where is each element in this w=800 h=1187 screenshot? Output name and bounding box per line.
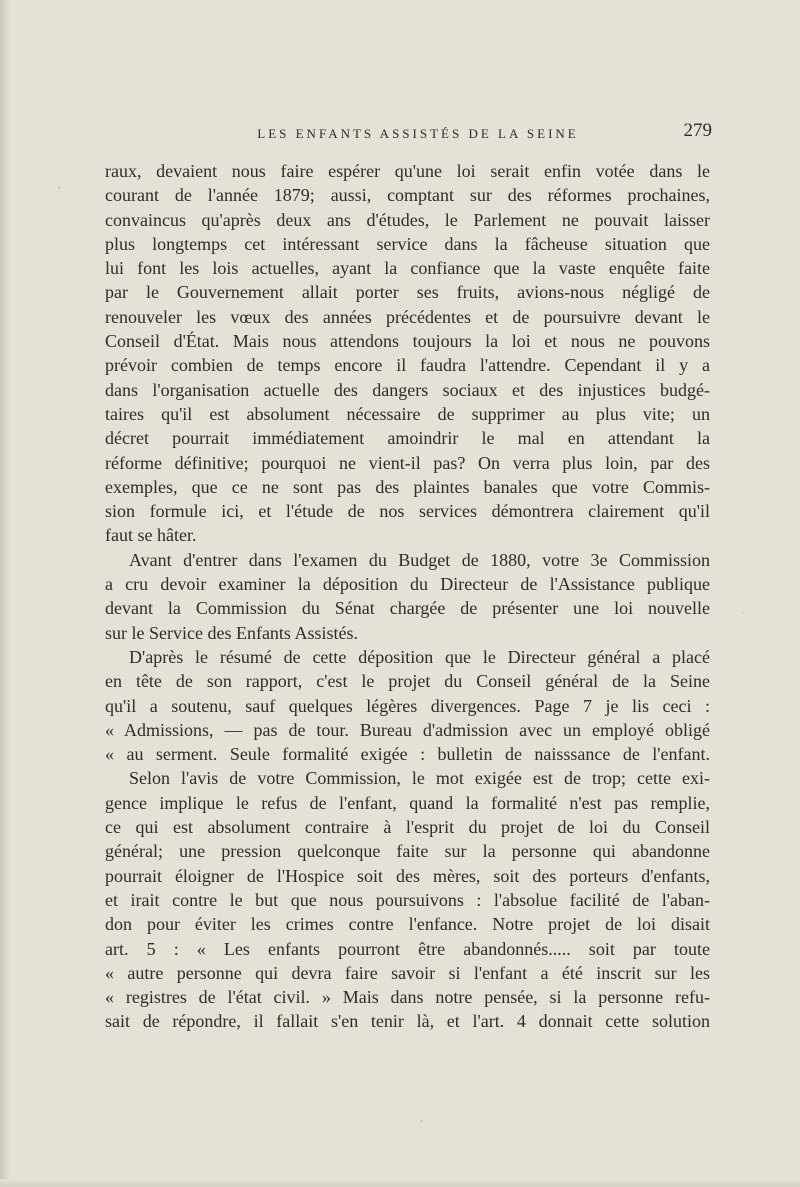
text-line: par le Gouvernement allait porter ses fruits, avions-nous négligé de bbox=[105, 282, 710, 303]
text-line: « registres de l'état civil. » Mais dans notre pensée, si la personne refu- bbox=[105, 987, 710, 1008]
text-line: a cru devoir examiner la déposition du Directeur de l'Assistance publique bbox=[105, 574, 710, 595]
paper-speck bbox=[742, 612, 744, 614]
text-line: et irait contre le but que nous poursuivons : l'absolue facilité de l'aban- bbox=[105, 889, 710, 910]
text-line: « autre personne qui devra faire savoir si l'enfant a été inscrit sur les bbox=[105, 962, 710, 983]
text-line: plus longtemps cet intéressant service dans la fâcheuse situation que bbox=[105, 233, 710, 254]
text-line: « Admissions, — pas de tour. Bureau d'admission avec un employé obligé bbox=[105, 719, 710, 740]
text-line: général; une pression quelconque faite sur la personne qui abandonne bbox=[105, 841, 710, 862]
text-line: faut se hâter. bbox=[105, 525, 197, 546]
page-number: 279 bbox=[683, 120, 712, 141]
text-line: Conseil d'État. Mais nous attendons toujours la loi et nous ne pouvons bbox=[105, 331, 710, 352]
text-line: sait de répondre, il fallait s'en tenir là, et l'art. 4 donnait cette solution bbox=[105, 1011, 710, 1032]
text-line: ce qui est absolument contraire à l'esprit du projet de loi du Conseil bbox=[105, 817, 710, 838]
text-line: sion formule ici, et l'étude de nos services démontrera clairement qu'il bbox=[105, 501, 710, 522]
text-line: don pour éviter les crimes contre l'enfance. Notre projet de loi disait bbox=[105, 914, 710, 935]
text-line: qu'il a soutenu, sauf quelques légères divergences. Page 7 je lis ceci : bbox=[105, 695, 710, 716]
text-line: pourrait éloigner de l'Hospice soit des mères, soit des porteurs d'enfants, bbox=[105, 865, 710, 886]
text-line: taires qu'il est absolument nécessaire de supprimer au plus vite; un bbox=[105, 403, 710, 424]
text-line: exemples, que ce ne sont pas des plaintes banales que votre Commis- bbox=[105, 476, 710, 497]
text-line: Avant d'entrer dans l'examen du Budget de 1880, votre 3e Commission bbox=[129, 549, 710, 570]
running-title: LES ENFANTS ASSISTÉS DE LA SEINE bbox=[257, 126, 579, 141]
body-text bbox=[105, 159, 710, 1034]
text-line: en tête de son rapport, c'est le projet du Conseil général de la Seine bbox=[105, 671, 710, 692]
paper-speck bbox=[58, 186, 61, 189]
text-line: gence implique le refus de l'enfant, quand la formalité n'est pas remplie, bbox=[105, 792, 710, 813]
text-line: D'après le résumé de cette déposition que le Directeur général a placé bbox=[129, 646, 710, 667]
text-line: « au serment. Seule formalité exigée : bulletin de naisssance de l'enfant. bbox=[105, 744, 710, 765]
text-line: raux, devaient nous faire espérer qu'une loi serait enfin votée dans le bbox=[105, 161, 710, 181]
text-line: devant la Commission du Sénat chargée de présenter une loi nouvelle bbox=[105, 598, 710, 619]
paper-speck bbox=[420, 1120, 423, 1122]
text-line: dans l'organisation actuelle des dangers sociaux et des injustices budgé- bbox=[105, 379, 710, 400]
text-line: prévoir combien de temps encore il faudra l'attendre. Cependant il y a bbox=[105, 355, 710, 376]
text-line: décret pourrait immédiatement amoindrir le mal en attendant la bbox=[105, 428, 710, 449]
text-line: lui font les lois actuelles, ayant la confiance que la vaste enquête faite bbox=[105, 258, 710, 279]
text-line: réforme définitive; pourquoi ne vient-il pas? On verra plus loin, par des bbox=[105, 452, 710, 473]
text-line: convaincus qu'après deux ans d'études, le Parlement ne pouvait laisser bbox=[105, 209, 710, 230]
text-line: courant de l'année 1879; aussi, comptant sur des réformes prochaines, bbox=[105, 185, 710, 206]
text-line: renouveler les vœux des années précédentes et de poursuivre devant le bbox=[105, 306, 710, 327]
text-line: sur le Service des Enfants Assistés. bbox=[105, 622, 358, 643]
running-head bbox=[104, 120, 712, 150]
text-line: art. 5 : « Les enfants pourront être abandonnés..... soit par toute bbox=[105, 938, 710, 959]
text-line: Selon l'avis de votre Commission, le mot exigée est de trop; cette exi- bbox=[129, 768, 710, 789]
